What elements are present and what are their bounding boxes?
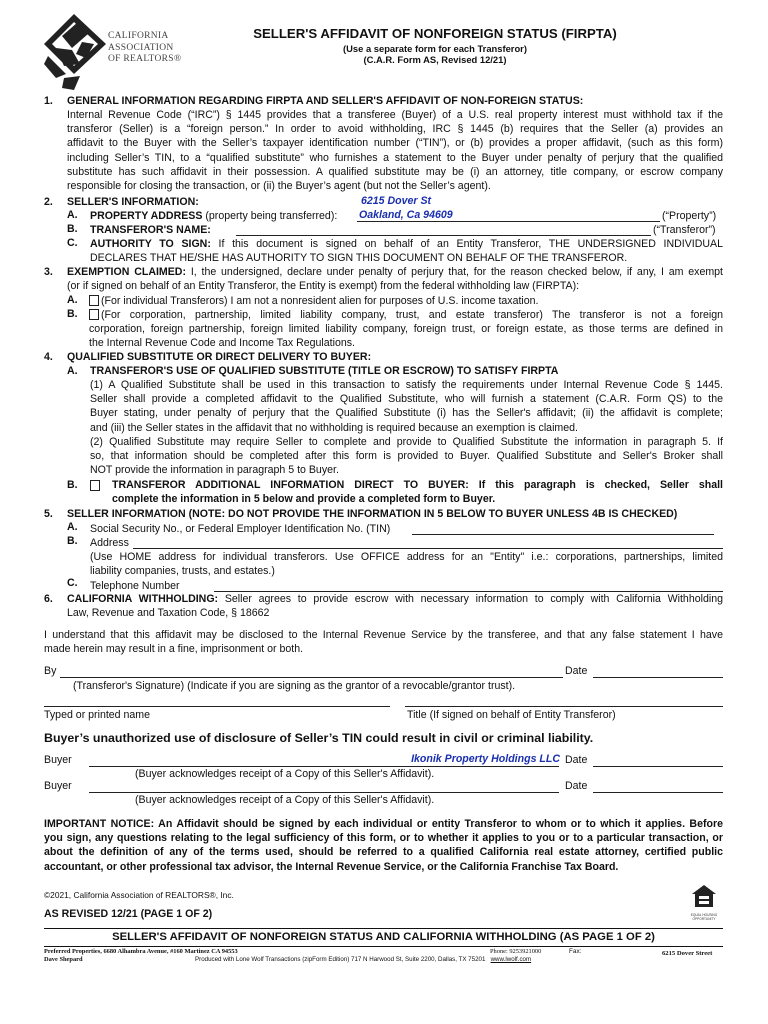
logo-line-3: OF REALTORS® (108, 54, 182, 64)
s4-heading: QUALIFIED SUBSTITUTE OR DIRECT DELIVERY TO BUYER: (67, 351, 372, 363)
s2-heading: SELLER'S INFORMATION: (67, 196, 199, 208)
s2b-suffix: (“Transferor”) (653, 224, 716, 236)
typed-name-field[interactable] (44, 706, 390, 707)
buyer2-caption: (Buyer acknowledges receipt of a Copy of this Seller's Affidavit). (135, 794, 435, 806)
s4a-body (90, 378, 723, 477)
revision-label: AS REVISED 12/21 (PAGE 1 OF 2) (44, 908, 213, 920)
s5b-note (90, 550, 723, 578)
buyer1-name-value[interactable]: Ikonik Property Holdings LLC (411, 753, 560, 765)
s3b-line1: (For corporation, partnership, limited liability company, trust, and estate transferor) The transferor is not a foreign (101, 309, 723, 321)
s3-heading: EXEMPTION CLAIMED: (67, 266, 186, 278)
title-label: Title (If signed on behalf of Entity Transferor) (407, 709, 616, 721)
notice-line: accountant, or other professional tax advisor, the Internal Revenue Service, or the California Franchise Tax Board. (44, 860, 619, 873)
s3-number: 3. (44, 266, 53, 278)
footer-divider (44, 928, 723, 929)
equal-housing-logo (686, 884, 722, 921)
agent-name: Dave Shepard (44, 956, 83, 963)
s4a-line: NOT provide the information in paragraph 5 to Buyer. (90, 464, 339, 477)
website-link[interactable]: www.lwolf.com (490, 956, 532, 963)
s4b-checkbox[interactable] (90, 480, 100, 491)
s5c-text: Telephone Number (90, 580, 180, 592)
s3a-checkbox[interactable] (89, 295, 99, 306)
sign-date-field[interactable] (593, 677, 723, 678)
s2b-letter: B. (67, 223, 78, 235)
s4b-line1: TRANSFEROR ADDITIONAL INFORMATION DIRECT TO BUYER: If this paragraph is checked, Seller shall (112, 479, 723, 491)
s5b-text: Address (90, 537, 129, 549)
s1-line: including Seller’s TIN, to a “qualified substitute” who furnishes a statement to the Buyer under penalty of perjury that the qualified (67, 151, 723, 164)
buyer2-date-label: Date (565, 780, 588, 792)
copyright: ©2021, California Association of REALTORS®, Inc. (44, 890, 234, 900)
s3-line2: (or if signed on behalf of an Entity Transferor, the Entity is exempt) from the federal withholding law (FIRPTA): (67, 280, 580, 293)
address-line-1-value[interactable]: 6215 Dover St (361, 195, 432, 207)
seller-address-field[interactable] (133, 548, 723, 549)
buyer1-date-field[interactable] (593, 766, 723, 767)
s3b-line3: the Internal Revenue Code and Income Tax Regulations. (89, 337, 355, 350)
statement-line1: I understand that this affidavit may be disclosed to the Internal Revenue Service by the transferee, and that any false statement I have (44, 629, 723, 641)
s4b-line2: complete the information in 5 below and provide a completed form to Buyer. (112, 493, 496, 506)
s1-line: affidavit to the Buyer with the Seller’s taxpayer identification number (“TIN”), or (b) provides a proper affidavit, (such as this form) (67, 137, 723, 150)
s3b-checkbox[interactable] (89, 309, 99, 320)
form-title: SELLER'S AFFIDAVIT OF NONFOREIGN STATUS (FIRPTA) (253, 26, 617, 41)
s3a-text: (For individual Transferors) I am not a nonresident alien for purposes of U.S. income taxation. (101, 295, 539, 307)
typed-name-label: Typed or printed name (44, 709, 150, 721)
s5-heading: SELLER INFORMATION (NOTE: DO NOT PROVIDE THE INFORMATION IN 5 BELOW TO BUYER UNLESS 4B IS CHECKED) (67, 508, 678, 520)
s6-heading: CALIFORNIA WITHHOLDING: (67, 593, 219, 605)
s2a-label-wrap (90, 209, 337, 223)
s4-number: 4. (44, 351, 53, 363)
car-logo (44, 14, 194, 92)
by-label: By (44, 665, 57, 677)
transferor-name-field[interactable] (236, 235, 651, 236)
form-subtitle-2: (C.A.R. Form AS, Revised 12/21) (363, 54, 507, 65)
statement (44, 628, 723, 656)
s4a-line: (1) A Qualified Substitute shall be used in this transaction to satisfy the requirements under Internal Revenue Code § 1445. (90, 379, 723, 391)
sign-date-label: Date (565, 665, 588, 677)
s5c-letter: C. (67, 577, 78, 589)
eho-text-2: OPPORTUNITY (692, 917, 716, 921)
s5b-note1: (Use HOME address for individual transferors. Use OFFICE address for an "Entity" i.e.: corporations, partnerships, limited (90, 551, 723, 563)
property-address-value[interactable]: Oakland, Ca 94609 (359, 209, 453, 221)
s4a-line: Buyer stating, under penalty of perjury that the Qualified Substitute (i) has the Seller's affidavit; (ii) the affidavit is complete; (90, 407, 723, 420)
s4a-line: and (iii) the Seller states in the affidavit that no withholding is required because an exemption is claimed. (90, 421, 578, 434)
s4a-line: (2) Qualified Substitute may require Seller to complete and provide to Qualified Substitute the information in paragraph 5. If (90, 435, 723, 448)
s6-line2: Law, Revenue and Taxation Code, § 18662 (67, 607, 270, 620)
s1-number: 1. (44, 95, 53, 107)
s5-number: 5. (44, 508, 53, 520)
s2c-letter: C. (67, 237, 78, 249)
s2a-suffix: (“Property”) (662, 210, 717, 222)
s3b-body (89, 308, 723, 351)
s6-line1: Seller agrees to provide escrow with necessary information to comply with California Withholding (224, 593, 723, 605)
notice-line: IMPORTANT NOTICE: An Affidavit should be signed by each individual or entity Transferor to whom or to which it applies. Before (44, 818, 723, 830)
produced-by (195, 956, 531, 964)
s3b-line2: corporation, foreign partnership, foreign limited liability company, foreign trust, or foreign estate, as those terms are defined in (89, 323, 723, 336)
buyer2-label: Buyer (44, 780, 72, 792)
tin-warning: Buyer’s unauthorized use of disclosure of Seller’s TIN could result in civil or criminal liability. (44, 731, 594, 745)
s2c-line1: If this document is signed on behalf of an Entity Transferor, THE UNDERSIGNED INDIVIDUAL (218, 238, 723, 250)
notice-line: you sign, any questions relating to the legal sufficiency of this form, or to whether it applies to you or to a particular transaction, or (44, 832, 723, 845)
s3b-letter: B. (67, 308, 78, 320)
property-address-line (357, 221, 660, 222)
s5b-letter: B. (67, 535, 78, 547)
s4a-line: so, that information should be completed after this form is provided to Buyer. Qualified Substitute and Seller's Broker shall (90, 450, 723, 463)
s3a-letter: A. (67, 294, 78, 306)
s2a-label: PROPERTY ADDRESS (90, 210, 203, 222)
s1-body (67, 108, 723, 193)
s1-line: substitute has such affidavit in their possession. A qualified substitute may be (i) an attorney, title company, or escrow company (67, 165, 723, 178)
office-address: Preferred Properties, 6680 Alhambra Avenue, #160 Martinez CA 94553 (44, 948, 238, 955)
s4a-heading: TRANSFEROR'S USE OF QUALIFIED SUBSTITUTE (TITLE OR ESCROW) TO SATISFY FIRPTA (90, 365, 559, 377)
fax-info: Fax: (569, 948, 582, 955)
eho-text-1: EQUAL HOUSING (690, 913, 718, 917)
s1-heading: GENERAL INFORMATION REGARDING FIRPTA AND SELLER'S AFFIDAVIT OF NON-FOREIGN STATUS: (67, 95, 584, 107)
s5a-text: Social Security No., or Federal Employer Identification No. (TIN) (90, 523, 391, 535)
s2b-label: TRANSFEROR'S NAME: (90, 224, 211, 236)
s6-body (67, 592, 723, 620)
tin-field[interactable] (412, 534, 714, 535)
footer-divider-2 (44, 946, 723, 947)
buyer1-date-label: Date (565, 754, 588, 766)
s5b-note2: liability companies, trusts, and estates.) (90, 565, 275, 578)
statement-line2: made herein may result in a fine, imprisonment or both. (44, 643, 304, 656)
transferor-signature-field[interactable] (60, 677, 563, 678)
s1-line: transferor (Seller) is a “foreign person.” In order to avoid withholding, IRC § 1445 (b) requires that the Seller (a) provides an (67, 123, 723, 136)
s2-number: 2. (44, 196, 53, 208)
form-subtitle-1: (Use a separate form for each Transferor) (343, 43, 527, 54)
s5a-letter: A. (67, 521, 78, 533)
important-notice (44, 817, 723, 874)
s4b-body (112, 478, 723, 506)
s2a-letter: A. (67, 209, 78, 221)
buyer1-caption: (Buyer acknowledges receipt of a Copy of this Seller's Affidavit). (135, 768, 435, 780)
s4a-line: Seller shall provide a completed affidavit to the Qualified Substitute, who will furnish a statement (C.A.R. Form QS) to the (90, 393, 723, 406)
s4a-letter: A. (67, 365, 78, 377)
s3-line1: I, the undersigned, declare under penalty of perjury that, for the reason checked below, if any, I am exempt (190, 266, 723, 278)
s2c-line2: DECLARES THAT HE/SHE HAS AUTHORITY TO SIGN THIS DOCUMENT ON BEHALF OF THE TRANSFEROR. (90, 252, 628, 265)
s2c-body (90, 237, 723, 265)
equal-housing-icon (691, 884, 717, 908)
footer-title: SELLER'S AFFIDAVIT OF NONFOREIGN STATUS AND CALIFORNIA WITHHOLDING (AS PAGE 1 OF 2) (112, 931, 655, 943)
s2c-label: AUTHORITY TO SIGN: (90, 238, 211, 250)
car-logo-icon (44, 14, 108, 92)
logo-line-1: CALIFORNIA (108, 31, 169, 41)
s3-body (67, 265, 723, 293)
s1-line: Internal Revenue Code (“IRC”) § 1445 provides that a transferee (Buyer) of a U.S. real property interest must withhold tax if the (67, 109, 723, 121)
s1-line: responsible for closing the transaction, or (ii) the Buyer’s agent (but not the Seller’s agent). (67, 180, 491, 193)
title-field[interactable] (405, 706, 723, 707)
s4b-letter: B. (67, 479, 78, 491)
s2a-rest: (property being transferred): (205, 210, 338, 222)
buyer1-label: Buyer (44, 754, 72, 766)
buyer2-date-field[interactable] (593, 792, 723, 793)
phone-info: Phone: 9253921000 (490, 948, 542, 955)
s6-number: 6. (44, 593, 53, 605)
logo-line-2: ASSOCIATION (108, 42, 174, 53)
property-footer: 6215 Dover Street (662, 950, 713, 957)
produced-text: Produced with Lone Wolf Transactions (zipForm Edition) 717 N Harwood St, Suite 2200, Dallas, TX 75201 (195, 956, 486, 963)
notice-line: about the definition of any of the terms used, should be referred to a qualified California real estate attorney, certified public (44, 846, 723, 859)
signature-caption: (Transferor's Signature) (Indicate if you are signing as the grantor of a revocable/grantor trust). (73, 680, 516, 692)
